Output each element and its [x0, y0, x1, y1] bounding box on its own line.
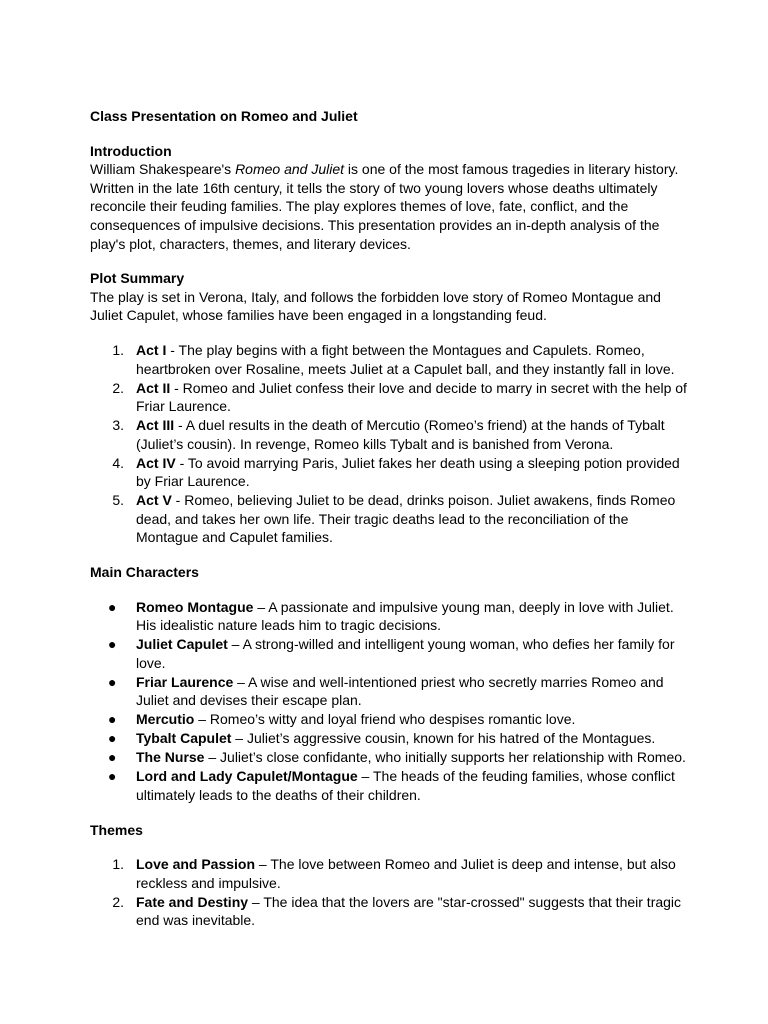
spacer — [90, 839, 690, 855]
list-item-act-4 — [90, 454, 690, 491]
character-name: Juliet Capulet — [136, 636, 228, 653]
bullet-icon: ● — [108, 768, 117, 785]
intro-play-title: Romeo and Juliet — [235, 161, 345, 178]
themes-heading: Themes — [90, 821, 143, 838]
list-number: 4. — [112, 454, 124, 471]
character-description: – Juliet’s close confidante, who initially supports her relationship with Romeo. — [204, 749, 686, 766]
list-number: 1. — [112, 856, 124, 873]
character-description: – A passionate and impulsive young man, deeply in love with Juliet. His idealistic nature leads him to tragic decisions. — [136, 598, 674, 634]
list-number: 1. — [112, 341, 124, 358]
character-description: – A wise and well-intentioned priest who secretly marries Romeo and Juliet and devises their escape plan. — [136, 673, 664, 709]
theme-description: – The love between Romeo and Juliet is deep and intense, but also reckless and impulsive. — [136, 856, 676, 891]
theme-label: Fate and Destiny — [136, 893, 249, 910]
theme-description: – The idea that the lovers are "star-crossed" suggests that their tragic end was inevitable. — [136, 893, 682, 929]
plot-acts-list — [90, 341, 690, 547]
act-label: Act IV — [136, 454, 176, 471]
act-description: - The play begins with a fight between the Montagues and Capulets. Romeo, heartbroken over Rosaline, meets Juliet at a Capulet ball, and they instantly fall in love. — [136, 341, 675, 377]
theme-label: Love and Passion — [136, 856, 256, 873]
character-name: Romeo Montague — [136, 598, 254, 615]
intro-text-pre: William Shakespeare's — [90, 161, 236, 178]
act-description: - Romeo and Juliet confess their love and decide to marry in secret with the help of Friar Laurence. — [136, 379, 687, 415]
list-item-act-2 — [90, 379, 690, 416]
list-number: 2. — [112, 379, 124, 396]
introduction-paragraph — [90, 160, 690, 253]
bullet-icon: ● — [108, 673, 117, 690]
intro-text-post: is one of the most famous tragedies in literary history. Written in the late 16th century, it tells the story of two young lovers whose deaths ultimately reconcile their feuding families. The play explores themes of love, fate, conflict, and the consequences of impulsive decisions. This presentation provides an in-depth analysis of the play's plot, characters, themes, and literary devices. — [90, 161, 679, 252]
character-description: – The heads of the feuding families, whose conflict ultimately leads to the deaths of their children. — [136, 768, 675, 803]
character-description: – Juliet’s aggressive cousin, known for his hatred of the Montagues. — [231, 730, 656, 747]
list-item-character — [90, 710, 690, 729]
act-description: - Romeo, believing Juliet to be dead, drinks poison. Juliet awakens, finds Romeo dead, and takes her own life. Their tragic deaths lead to the reconciliation of the Montague and Capulet families. — [136, 492, 676, 546]
character-name: The Nurse — [136, 749, 205, 766]
character-name: Friar Laurence — [136, 673, 234, 690]
bullet-icon: ● — [108, 749, 117, 766]
list-item-act-5 — [90, 491, 690, 547]
list-number: 3. — [112, 417, 124, 434]
character-name: Tybalt Capulet — [136, 730, 232, 747]
introduction-heading: Introduction — [90, 142, 172, 159]
act-description: - A duel results in the death of Mercutio (Romeo’s friend) at the hands of Tybalt (Juliet’s cousin). In revenge, Romeo kills Tybalt and is banished from Verona. — [136, 417, 665, 452]
list-number: 2. — [112, 893, 124, 910]
document-title: Class Presentation on Romeo and Juliet — [90, 108, 358, 124]
bullet-icon: ● — [108, 636, 117, 653]
list-item-act-1 — [90, 341, 690, 378]
list-item-character — [90, 767, 690, 804]
list-item-character — [90, 748, 690, 767]
list-item-character — [90, 729, 690, 748]
character-name: Mercutio — [136, 711, 195, 728]
themes-list — [90, 855, 690, 930]
characters-list — [90, 598, 690, 805]
act-description: - To avoid marrying Paris, Juliet fakes her death using a sleeping potion provided by Friar Laurence. — [136, 454, 680, 490]
list-item-character — [90, 598, 690, 635]
bullet-icon: ● — [108, 598, 117, 615]
list-item-character — [90, 673, 690, 710]
character-description: – A strong-willed and intelligent young woman, who defies her family for love. — [136, 636, 675, 671]
list-number: 5. — [112, 492, 124, 509]
plot-summary-heading: Plot Summary — [90, 270, 185, 287]
bullet-icon: ● — [108, 730, 117, 747]
list-item-character — [90, 635, 690, 672]
act-label: Act II — [136, 379, 171, 396]
act-label: Act I — [136, 341, 167, 358]
list-item-act-3 — [90, 416, 690, 453]
document-body — [90, 107, 690, 946]
spacer — [90, 582, 690, 598]
list-item-theme — [90, 893, 690, 930]
act-label: Act V — [136, 492, 172, 509]
main-characters-heading: Main Characters — [90, 564, 199, 581]
act-label: Act III — [136, 417, 175, 434]
list-item-theme — [90, 855, 690, 892]
bullet-icon: ● — [108, 711, 117, 728]
character-description: – Romeo’s witty and loyal friend who despises romantic love. — [194, 711, 576, 728]
plot-summary-intro: The play is set in Verona, Italy, and follows the forbidden love story of Romeo Montague and Juliet Capulet, whose families have been engaged in a longstanding feud. — [90, 288, 661, 324]
character-name: Lord and Lady Capulet/Montague — [136, 768, 358, 785]
